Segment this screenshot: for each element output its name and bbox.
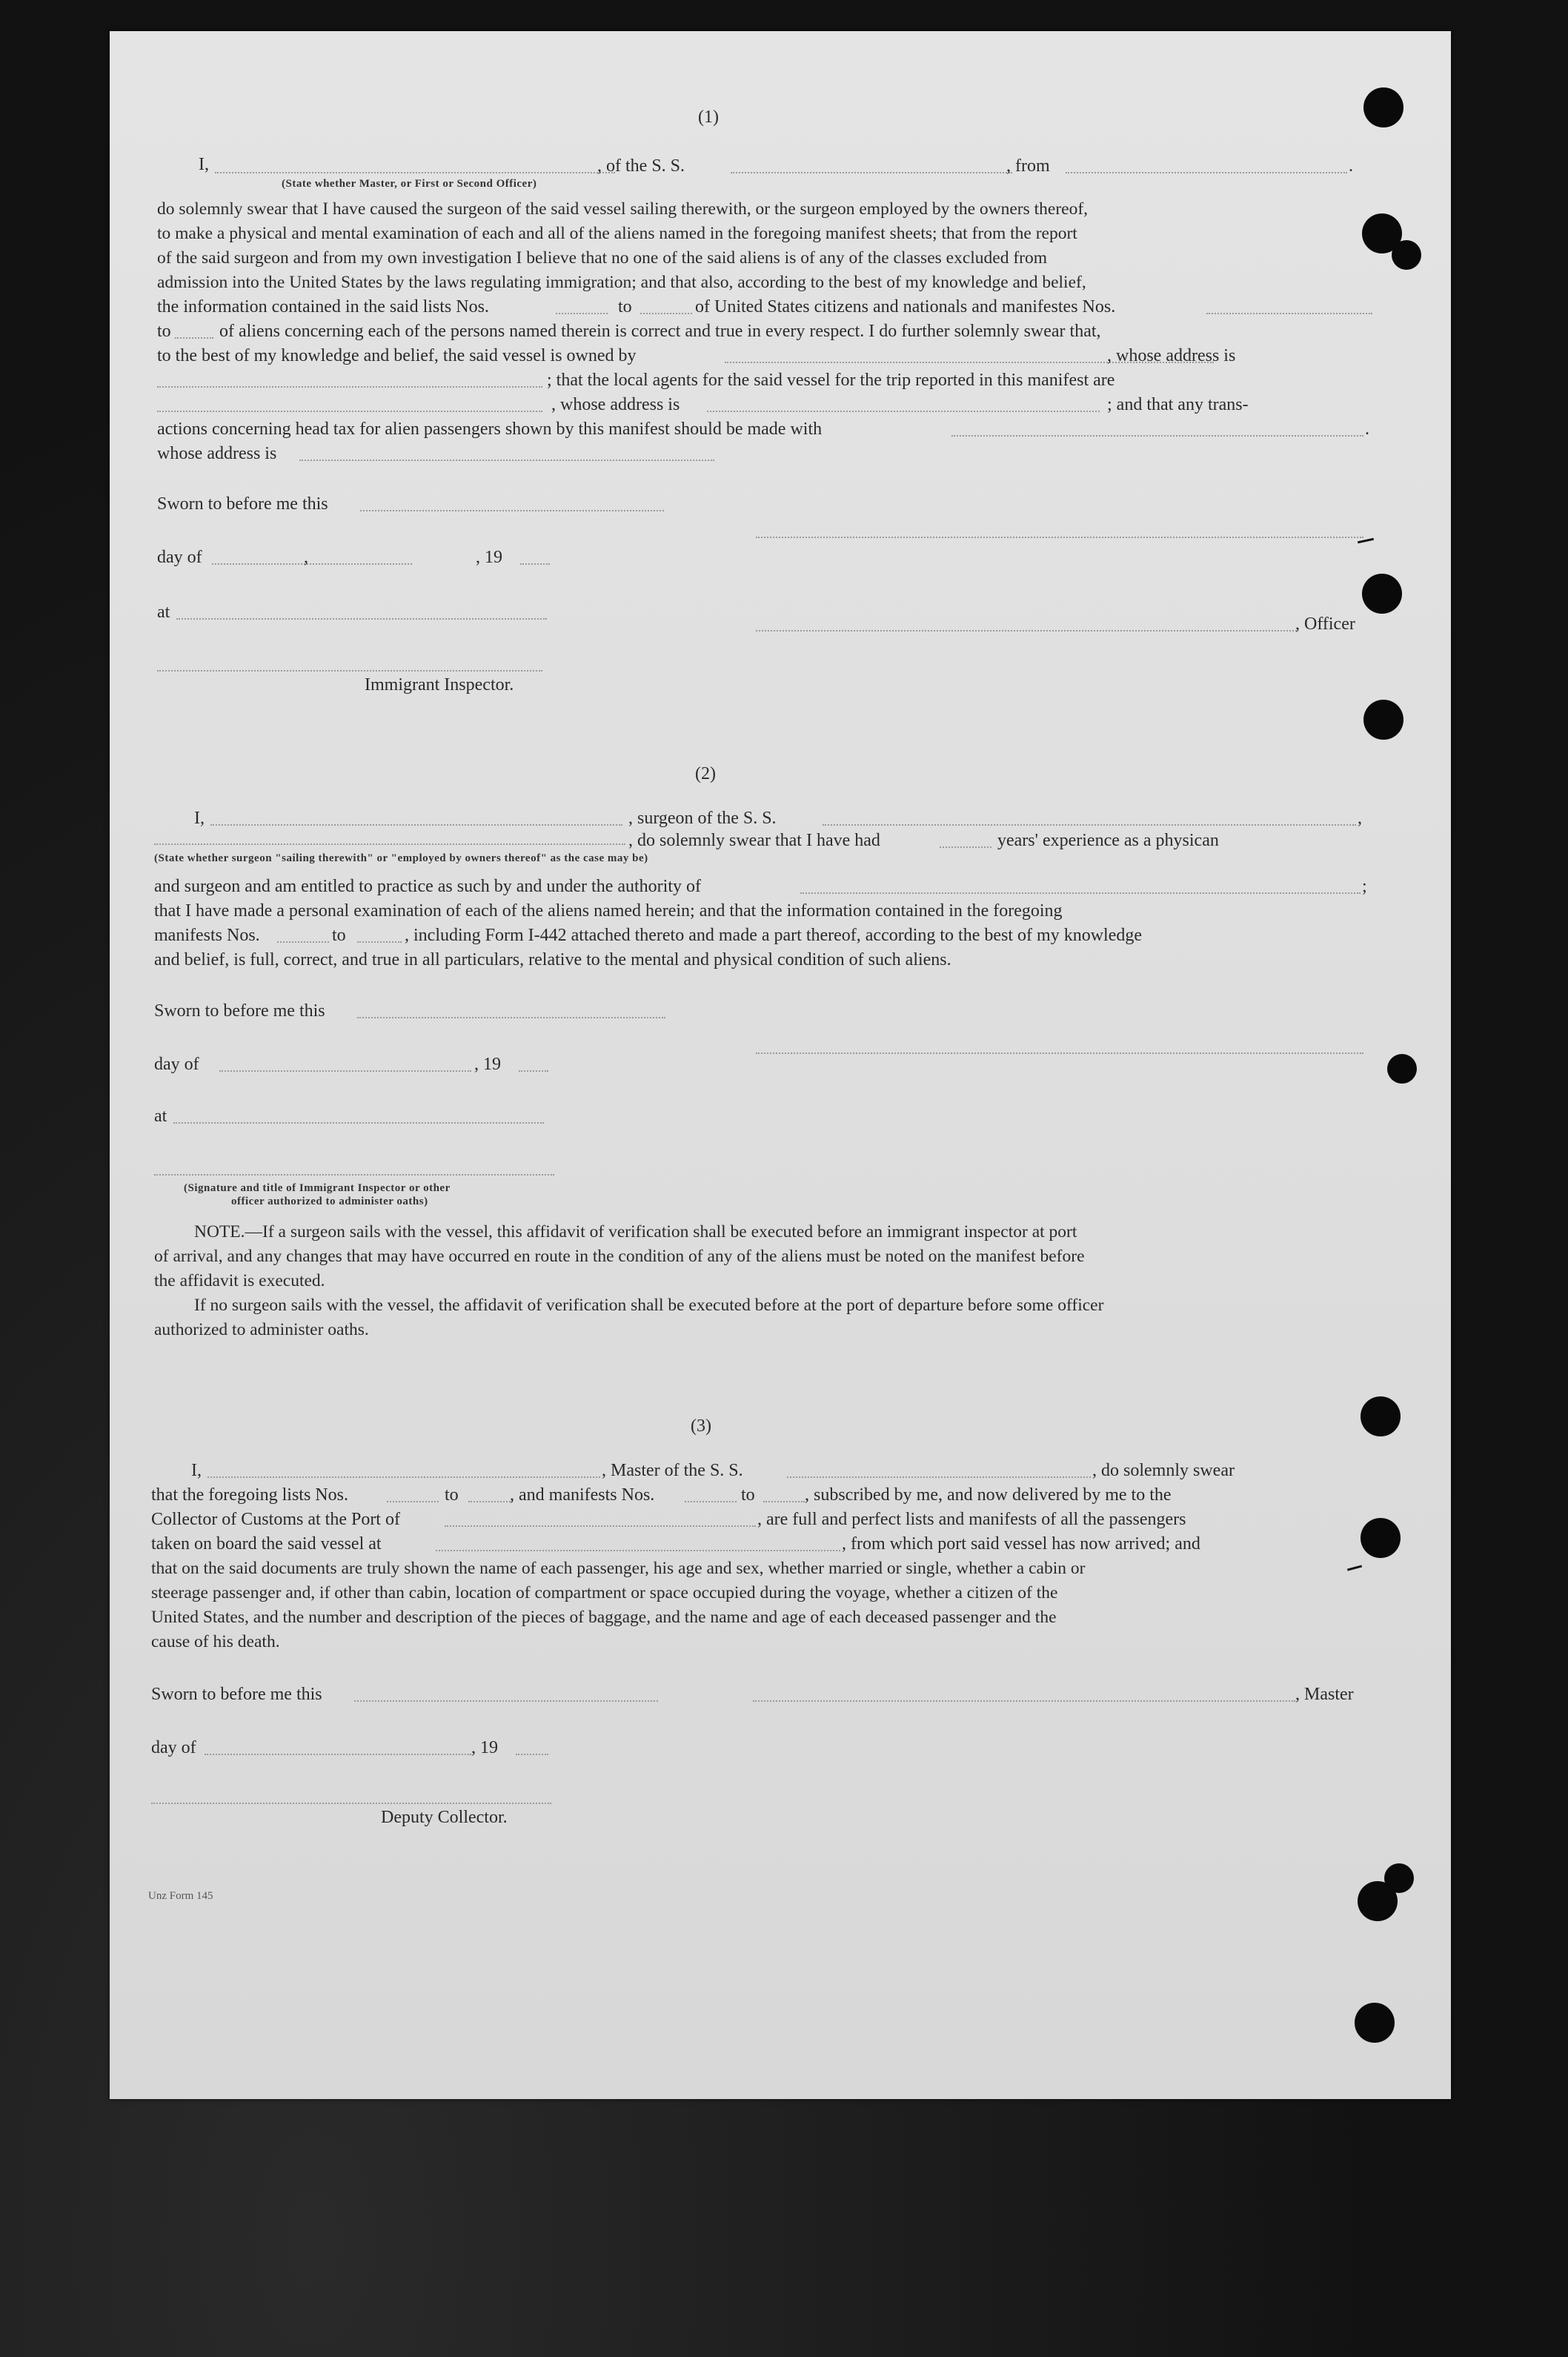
note-paragraph xyxy=(154,1244,1369,1293)
oath-line: do solemnly swear that I have caused the surgeon of the said vessel sailing therewith, or the surgeon employed by the owners thereof, xyxy=(157,199,1089,219)
text-period: . xyxy=(1349,156,1353,176)
officer-note: (State whether Master, or First or Second Officer) xyxy=(282,178,537,190)
text-examination: that I have made a personal examination of each of the aliens named herein; and that the information contained in the foregoing xyxy=(154,901,1063,921)
text-whose-address: , whose address is xyxy=(551,395,680,414)
text-whose-address: , whose address is xyxy=(1107,346,1236,365)
text-semicolon: ; xyxy=(1362,877,1367,896)
documents-paragraph xyxy=(151,1557,1366,1654)
text-immigrant-inspector: Immigrant Inspector. xyxy=(365,675,514,694)
text-owned-by: to the best of my knowledge and belief, the said vessel is owned by xyxy=(157,346,637,365)
blank-sworn-date[interactable] xyxy=(354,1700,658,1702)
blank-port-from[interactable] xyxy=(1066,172,1347,173)
blank-month[interactable] xyxy=(212,563,412,565)
note-line: authorized to administer oaths. xyxy=(154,1320,369,1339)
text-including: , including Form I-442 attached thereto and made a part thereof, according to the best of my knowledge xyxy=(405,926,1143,945)
blank-year[interactable] xyxy=(516,1754,548,1755)
blank-owner-address[interactable] xyxy=(157,386,542,388)
blank-surgeon-status[interactable] xyxy=(154,843,625,845)
blank-surgeon-name[interactable] xyxy=(210,824,622,826)
text-head-tax: actions concerning head tax for alien passengers shown by this manifest should be made with xyxy=(157,420,823,439)
blank-agents-address[interactable] xyxy=(707,411,1100,412)
note-line: of arrival, and any changes that may have occurred en route in the condition of any of the aliens must be noted on the manifest before xyxy=(154,1247,1085,1266)
oath-paragraph xyxy=(157,197,1372,295)
text-whose-address: whose address is xyxy=(157,444,277,463)
text-manifests-nos: manifests Nos. xyxy=(154,926,260,945)
text-taken-on: taken on board the said vessel at xyxy=(151,1534,382,1554)
text-of-ss: , of the S. S. xyxy=(597,156,685,176)
text-subscribed: , subscribed by me, and now delivered by me to the xyxy=(805,1485,1172,1505)
blank-list-to[interactable] xyxy=(468,1501,513,1502)
text-lists-nos: the information contained in the said lists Nos. xyxy=(157,297,489,316)
text-aliens-concerning: of aliens concerning each of the persons named therein is correct and true in every respect. I do further solemnly swear that, xyxy=(219,322,1101,341)
blank-master-name[interactable] xyxy=(207,1476,600,1478)
text-master-of: , Master of the S. S. xyxy=(602,1461,743,1480)
blank-port[interactable] xyxy=(445,1525,756,1527)
blank-sworn-date[interactable] xyxy=(360,510,664,511)
blank-month[interactable] xyxy=(205,1754,471,1755)
manifest-affidavit-page xyxy=(110,31,1451,2099)
text-from-which: , from which port said vessel has now arrived; and xyxy=(842,1534,1200,1554)
blank-local-agents[interactable] xyxy=(157,411,542,412)
blank-surgeon-signature[interactable] xyxy=(756,1052,1363,1054)
documents-line: steerage passenger and, if other than cabin, location of compartment or space occupied during the voyage, whether a citizen of the xyxy=(151,1583,1058,1602)
note-line: If no surgeon sails with the vessel, the affidavit of verification shall be executed before at the port of departure before some officer xyxy=(194,1296,1104,1315)
text-comma: , xyxy=(1358,809,1362,828)
blank-inspector-signature[interactable] xyxy=(154,1174,554,1176)
text-to: to xyxy=(618,297,632,316)
text-full-lists: , are full and perfect lists and manifests of all the passengers xyxy=(757,1510,1186,1529)
text-surgeon-of: , surgeon of the S. S. xyxy=(628,809,777,828)
text-day-of: day of xyxy=(157,548,202,567)
pen-mark xyxy=(1358,538,1374,544)
text-i: I, xyxy=(194,809,205,828)
text-sworn: Sworn to before me this xyxy=(151,1685,322,1704)
note-line: NOTE.—If a surgeon sails with the vessel, this affidavit of verification shall be executed before an immigrant inspector at port xyxy=(194,1222,1077,1242)
text-to: to xyxy=(741,1485,755,1505)
surgeon-note: (State whether surgeon "sailing therewith" or "employed by owners thereof" as the case may be) xyxy=(154,852,648,864)
text-deputy-collector: Deputy Collector. xyxy=(381,1808,508,1827)
text-day-of: day of xyxy=(154,1055,199,1074)
blank-vessel-name[interactable] xyxy=(731,172,1012,173)
blank-officer-signature[interactable] xyxy=(756,630,1297,631)
text-belief: and belief, is full, correct, and true in all particulars, relative to the mental and physical condition of such aliens. xyxy=(154,950,951,969)
blank-list-to[interactable] xyxy=(640,313,692,314)
text-master: , Master xyxy=(1295,1685,1354,1704)
punch-hole-icon xyxy=(1362,574,1402,614)
text-comma: , xyxy=(304,548,308,567)
punch-hole-icon xyxy=(1363,87,1403,127)
text-lists-nos: that the foregoing lists Nos. xyxy=(151,1485,348,1505)
note-paragraph xyxy=(154,1318,1369,1342)
text-and-manifests: , and manifests Nos. xyxy=(510,1485,655,1505)
note-paragraph xyxy=(154,1220,1369,1244)
text-period: . xyxy=(1365,420,1369,439)
text-collector: Collector of Customs at the Port of xyxy=(151,1510,400,1529)
text-and-that: ; and that any trans- xyxy=(1107,395,1249,414)
punch-hole-icon xyxy=(1361,1518,1401,1558)
blank-month[interactable] xyxy=(219,1070,471,1072)
signature-note: officer authorized to administer oaths) xyxy=(231,1196,428,1207)
note-paragraph xyxy=(154,1293,1369,1318)
blank-year[interactable] xyxy=(520,563,550,565)
blank-manifest-to[interactable] xyxy=(763,1501,805,1502)
blank-inspector-signature[interactable] xyxy=(157,670,542,672)
section-number: (1) xyxy=(698,107,719,127)
text-swear: , do solemnly swear that I have had xyxy=(628,831,880,850)
punch-hole-icon xyxy=(1363,700,1403,740)
text-to: to xyxy=(157,322,171,341)
form-id: Unz Form 145 xyxy=(148,1890,213,1902)
punch-hole-icon xyxy=(1387,1054,1417,1084)
blank-place[interactable] xyxy=(176,618,547,620)
text-local-agents: ; that the local agents for the said vessel for the trip reported in this manifest are xyxy=(547,371,1115,390)
text-years-experience: years' experience as a physican xyxy=(997,831,1219,850)
blank-manifest-from[interactable] xyxy=(1206,313,1372,314)
oath-line: admission into the United States by the laws regulating immigration; and that also, according to the best of my knowledge and belief, xyxy=(157,273,1086,292)
blank-sworn-date[interactable] xyxy=(357,1017,665,1018)
text-sworn: Sworn to before me this xyxy=(157,494,328,514)
blank-manifest-to[interactable] xyxy=(175,337,213,339)
text-sworn: Sworn to before me this xyxy=(154,1001,325,1021)
blank-head-tax-address[interactable] xyxy=(299,460,714,461)
blank-manifest-from[interactable] xyxy=(277,941,329,943)
text-to: to xyxy=(445,1485,459,1505)
text-day-of: day of xyxy=(151,1738,196,1757)
documents-line: United States, and the number and description of the pieces of baggage, and the name and age of each deceased passenger and the xyxy=(151,1608,1057,1627)
punch-hole-icon xyxy=(1392,240,1421,270)
text-at: at xyxy=(154,1107,167,1126)
blank-authority[interactable] xyxy=(800,892,1361,894)
text-to: to xyxy=(332,926,346,945)
blank-manifest-to[interactable] xyxy=(357,941,402,943)
note-line: the affidavit is executed. xyxy=(154,1271,325,1290)
section-number: (2) xyxy=(695,764,716,783)
blank-years[interactable] xyxy=(940,846,991,848)
text-year: , 19 xyxy=(471,1738,498,1757)
blank-vessel-name[interactable] xyxy=(787,1476,1091,1478)
punch-hole-icon xyxy=(1384,1863,1414,1893)
blank-master-signature[interactable] xyxy=(753,1700,1295,1702)
blank-port-of-departure[interactable] xyxy=(436,1550,840,1551)
oath-line: to make a physical and mental examination of each and all of the aliens named in the foregoing manifest sheets; that from the report xyxy=(157,224,1077,243)
text-year: , 19 xyxy=(476,548,502,567)
punch-hole-icon xyxy=(1355,2003,1395,2043)
text-swear: , do solemnly swear xyxy=(1092,1461,1235,1480)
punch-hole-icon xyxy=(1361,1396,1401,1436)
text-at: at xyxy=(157,603,170,622)
signature-note: (Signature and title of Immigrant Inspector or other xyxy=(184,1182,451,1194)
blank-collector-signature[interactable] xyxy=(151,1803,551,1804)
blank-signature[interactable] xyxy=(756,537,1363,538)
text-i: I, xyxy=(199,155,209,174)
blank-head-tax-party[interactable] xyxy=(951,435,1363,437)
blank-manifest-from[interactable] xyxy=(685,1501,737,1502)
section-number: (3) xyxy=(691,1416,711,1436)
oath-line: of the said surgeon and from my own investigation I believe that no one of the said aliens is of any of the classes excluded from xyxy=(157,248,1048,268)
documents-line: that on the said documents are truly shown the name of each passenger, his age and sex, whether married or single, whether a cabin or xyxy=(151,1559,1086,1578)
text-citizens-manifests: of United States citizens and nationals and manifestes Nos. xyxy=(695,297,1116,316)
blank-year[interactable] xyxy=(519,1070,548,1072)
blank-list-from[interactable] xyxy=(387,1501,439,1502)
blank-place[interactable] xyxy=(173,1122,544,1124)
blank-list-from[interactable] xyxy=(556,313,608,314)
documents-line: cause of his death. xyxy=(151,1632,280,1651)
text-from: , from xyxy=(1006,156,1050,176)
text-year: , 19 xyxy=(474,1055,501,1074)
text-i: I, xyxy=(191,1461,202,1480)
text-officer: , Officer xyxy=(1295,614,1355,634)
blank-vessel-name[interactable] xyxy=(823,824,1356,826)
text-authority: and surgeon and am entitled to practice as such by and under the authority of xyxy=(154,877,701,896)
